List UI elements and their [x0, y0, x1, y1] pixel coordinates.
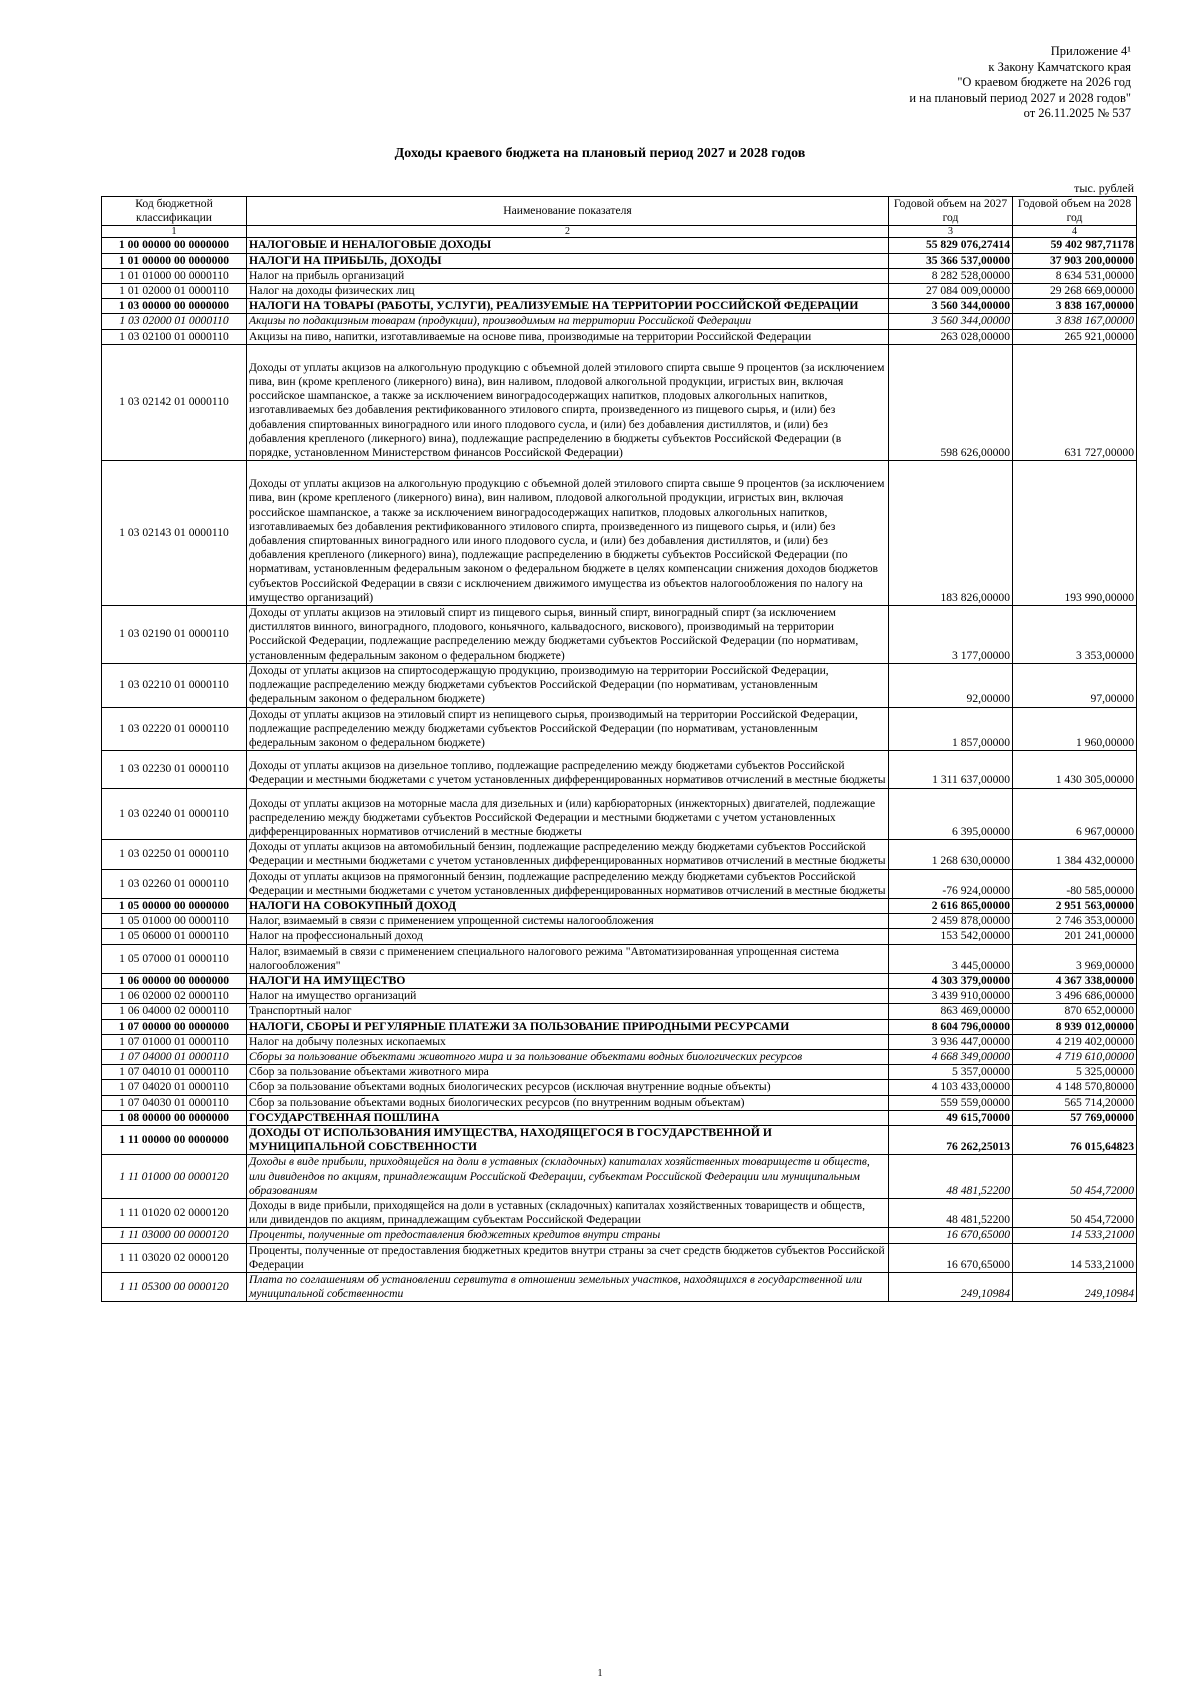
budget-code-cell: 1 03 02220 01 0000110 — [102, 707, 247, 751]
amount-2027-cell: 4 303 379,00000 — [889, 973, 1013, 988]
amount-2027-cell: 16 670,65000 — [889, 1243, 1013, 1272]
amount-2028-cell: 4 219 402,00000 — [1013, 1034, 1137, 1049]
table-row — [102, 606, 1137, 664]
index-3: 3 — [889, 226, 1013, 238]
amount-2027-cell: 35 366 537,00000 — [889, 253, 1013, 268]
appendix-line: к Закону Камчатского края — [988, 59, 1131, 74]
amount-2027-cell: 92,00000 — [889, 663, 1013, 707]
budget-code-cell: 1 07 04020 01 0000110 — [102, 1080, 247, 1095]
indicator-name-cell: НАЛОГИ НА ТОВАРЫ (РАБОТЫ, УСЛУГИ), РЕАЛИЗУЕМЫЕ НА ТЕРРИТОРИИ РОССИЙСКОЙ ФЕДЕРАЦИИ — [247, 299, 889, 314]
amount-2027-cell: 1 268 630,00000 — [889, 840, 1013, 869]
amount-2028-cell: 14 533,21000 — [1013, 1243, 1137, 1272]
table-row — [102, 1228, 1137, 1243]
budget-code-cell: 1 03 02230 01 0000110 — [102, 751, 247, 788]
amount-2027-cell: 48 481,52200 — [889, 1199, 1013, 1228]
appendix-line: "О краевом бюджете на 2026 год — [957, 75, 1131, 89]
indicator-name-cell: Налог на имущество организаций — [247, 989, 889, 1004]
header-code: Код бюджетной классификации — [102, 197, 247, 226]
table-row — [102, 1110, 1137, 1125]
table-row — [102, 869, 1137, 898]
budget-code-cell: 1 01 01000 00 0000110 — [102, 268, 247, 283]
indicator-name-cell: Проценты, полученные от предоставления бюджетных кредитов внутри страны — [247, 1228, 889, 1243]
amount-2027-cell: 3 936 447,00000 — [889, 1034, 1013, 1049]
table-row — [102, 284, 1137, 299]
table-row — [102, 461, 1137, 606]
budget-code-cell: 1 05 07000 01 0000110 — [102, 944, 247, 973]
amount-2027-cell: 598 626,00000 — [889, 344, 1013, 460]
budget-code-cell: 1 01 02000 01 0000110 — [102, 284, 247, 299]
amount-2028-cell: 1 960,00000 — [1013, 707, 1137, 751]
indicator-name-cell: Налог на профессиональный доход — [247, 929, 889, 944]
table-row — [102, 314, 1137, 329]
indicator-name-cell: НАЛОГОВЫЕ И НЕНАЛОГОВЫЕ ДОХОДЫ — [247, 238, 889, 253]
amount-2027-cell: 2 616 865,00000 — [889, 898, 1013, 913]
indicator-name-cell: Доходы от уплаты акцизов на спиртосодержащую продукцию, производимую на территории Российской Федерации, подлежащие распределению между бюджетами субъектов Российской Федерации (по нормативам, установленным федеральным законом о федеральном бюджете) — [247, 663, 889, 707]
table-row — [102, 1034, 1137, 1049]
indicator-name-cell: НАЛОГИ, СБОРЫ И РЕГУЛЯРНЫЕ ПЛАТЕЖИ ЗА ПОЛЬЗОВАНИЕ ПРИРОДНЫМИ РЕСУРСАМИ — [247, 1019, 889, 1034]
index-row — [102, 226, 1137, 238]
amount-2028-cell: 14 533,21000 — [1013, 1228, 1137, 1243]
amount-2028-cell: 37 903 200,00000 — [1013, 253, 1137, 268]
amount-2028-cell: 193 990,00000 — [1013, 461, 1137, 606]
table-row — [102, 329, 1137, 344]
indicator-name-cell: ГОСУДАРСТВЕННАЯ ПОШЛИНА — [247, 1110, 889, 1125]
indicator-name-cell: Налог на прибыль организаций — [247, 268, 889, 283]
amount-2027-cell: 3 560 344,00000 — [889, 314, 1013, 329]
table-row — [102, 898, 1137, 913]
budget-code-cell: 1 11 01020 02 0000120 — [102, 1199, 247, 1228]
budget-code-cell: 1 03 02142 01 0000110 — [102, 344, 247, 460]
amount-2027-cell: 863 469,00000 — [889, 1004, 1013, 1019]
table-row — [102, 238, 1137, 253]
budget-code-cell: 1 03 02210 01 0000110 — [102, 663, 247, 707]
indicator-name-cell: Сбор за пользование объектами животного мира — [247, 1065, 889, 1080]
table-row — [102, 1049, 1137, 1064]
amount-2028-cell: 3 838 167,00000 — [1013, 299, 1137, 314]
table-row — [102, 1004, 1137, 1019]
indicator-name-cell: Доходы от уплаты акцизов на алкогольную продукцию с объемной долей этилового спирта свыше 9 процентов (за исключением пива, вин (кроме крепленого (ликерного) вина), вин наливом, плодовой алкогольной продукции, игристых вин, включая российское шампанское, а также за исключением виноградосодержащих напитков, плодовых алкогольных напитков, изготавливаемых без добавления ректификованного этилового спирта, произведенного из пищевого сырья, и (или) без добавления спиртованных виноградного или иного плодового сусла, и (или) без добавления дистиллятов, и (или) без добавления крепленого (ликерного) вина), подлежащие распределению в бюджеты субъектов Российской Федерации (в порядке, установленном Министерством финансов Российской Федерации) — [247, 344, 889, 460]
amount-2028-cell: 201 241,00000 — [1013, 929, 1137, 944]
amount-2028-cell: 5 325,00000 — [1013, 1065, 1137, 1080]
budget-code-cell: 1 07 00000 00 0000000 — [102, 1019, 247, 1034]
index-2: 2 — [247, 226, 889, 238]
table-row — [102, 929, 1137, 944]
amount-2028-cell: 6 967,00000 — [1013, 788, 1137, 840]
table-row — [102, 1273, 1137, 1302]
budget-code-cell: 1 03 02000 01 0000110 — [102, 314, 247, 329]
table-row — [102, 840, 1137, 869]
index-1: 1 — [102, 226, 247, 238]
amount-2027-cell: 8 282 528,00000 — [889, 268, 1013, 283]
units-label: тыс. рублей — [1074, 181, 1134, 195]
amount-2028-cell: 3 496 686,00000 — [1013, 989, 1137, 1004]
appendix-line: и на плановый период 2027 и 2028 годов" — [909, 90, 1131, 105]
amount-2027-cell: 55 829 076,27414 — [889, 238, 1013, 253]
indicator-name-cell: Транспортный налог — [247, 1004, 889, 1019]
appendix-line: Приложение 4¹ — [1050, 44, 1131, 58]
table-row — [102, 973, 1137, 988]
table-row — [102, 1125, 1137, 1154]
amount-2027-cell: 3 439 910,00000 — [889, 989, 1013, 1004]
table-row — [102, 253, 1137, 268]
amount-2028-cell: 3 838 167,00000 — [1013, 314, 1137, 329]
indicator-name-cell: Налог на доходы физических лиц — [247, 284, 889, 299]
indicator-name-cell: Акцизы на пиво, напитки, изготавливаемые на основе пива, производимые на территории Российской Федерации — [247, 329, 889, 344]
table-row — [102, 914, 1137, 929]
amount-2027-cell: 263 028,00000 — [889, 329, 1013, 344]
indicator-name-cell: НАЛОГИ НА СОВОКУПНЫЙ ДОХОД — [247, 898, 889, 913]
table-row — [102, 344, 1137, 460]
indicator-name-cell: Доходы от уплаты акцизов на моторные масла для дизельных и (или) карбюраторных (инжекторных) двигателей, подлежащие распределению между бюджетами субъектов Российской Федерации и местными бюджетами с учетом установленных дифференцированных нормативов отчислений в местные бюджеты — [247, 788, 889, 840]
amount-2028-cell: 4 148 570,80000 — [1013, 1080, 1137, 1095]
amount-2027-cell: 249,10984 — [889, 1273, 1013, 1302]
page-number: 1 — [597, 1668, 603, 1679]
budget-code-cell: 1 03 02143 01 0000110 — [102, 461, 247, 606]
table-row — [102, 1080, 1137, 1095]
budget-code-cell: 1 11 00000 00 0000000 — [102, 1125, 247, 1154]
indicator-name-cell: Доходы в виде прибыли, приходящейся на доли в уставных (складочных) капиталах хозяйственных товариществ и обществ, или дивидендов по акциям, принадлежащим субъектам Российской Федерации — [247, 1199, 889, 1228]
indicator-name-cell: Сборы за пользование объектами животного мира и за пользование объектами водных биологических ресурсов — [247, 1049, 889, 1064]
budget-code-cell: 1 08 00000 00 0000000 — [102, 1110, 247, 1125]
appendix-header — [771, 44, 1131, 122]
amount-2027-cell: 48 481,52200 — [889, 1155, 1013, 1199]
revenue-table — [101, 196, 1137, 1302]
table-row — [102, 707, 1137, 751]
amount-2027-cell: 153 542,00000 — [889, 929, 1013, 944]
amount-2028-cell: 4 367 338,00000 — [1013, 973, 1137, 988]
indicator-name-cell: Сбор за пользование объектами водных биологических ресурсов (исключая внутренние водные объекты) — [247, 1080, 889, 1095]
amount-2028-cell: 1 384 432,00000 — [1013, 840, 1137, 869]
amount-2027-cell: 27 084 009,00000 — [889, 284, 1013, 299]
indicator-name-cell: Акцизы по подакцизным товарам (продукции), производимым на территории Российской Федерации — [247, 314, 889, 329]
indicator-name-cell: ДОХОДЫ ОТ ИСПОЛЬЗОВАНИЯ ИМУЩЕСТВА, НАХОДЯЩЕГОСЯ В ГОСУДАРСТВЕННОЙ И МУНИЦИПАЛЬНОЙ СОБСТВЕННОСТИ — [247, 1125, 889, 1154]
budget-code-cell: 1 05 00000 00 0000000 — [102, 898, 247, 913]
indicator-name-cell: Доходы от уплаты акцизов на дизельное топливо, подлежащие распределению между бюджетами субъектов Российской Федерации и местными бюджетами с учетом установленных дифференцированных нормативов отчислений в местные бюджеты — [247, 751, 889, 788]
amount-2028-cell: 8 939 012,00000 — [1013, 1019, 1137, 1034]
budget-code-cell: 1 06 02000 02 0000110 — [102, 989, 247, 1004]
table-row — [102, 1019, 1137, 1034]
amount-2028-cell: 1 430 305,00000 — [1013, 751, 1137, 788]
indicator-name-cell: Доходы от уплаты акцизов на прямогонный бензин, подлежащие распределению между бюджетами субъектов Российской Федерации и местными бюджетами с учетом установленных дифференцированных нормативов отчислений в местные бюджеты — [247, 869, 889, 898]
table-row — [102, 1065, 1137, 1080]
amount-2027-cell: 4 103 433,00000 — [889, 1080, 1013, 1095]
indicator-name-cell: Проценты, полученные от предоставления бюджетных кредитов внутри страны за счет средств бюджетов субъектов Российской Федерации — [247, 1243, 889, 1272]
indicator-name-cell: Налог на добычу полезных ископаемых — [247, 1034, 889, 1049]
amount-2028-cell: 97,00000 — [1013, 663, 1137, 707]
indicator-name-cell: НАЛОГИ НА ПРИБЫЛЬ, ДОХОДЫ — [247, 253, 889, 268]
amount-2027-cell: 183 826,00000 — [889, 461, 1013, 606]
amount-2028-cell: 265 921,00000 — [1013, 329, 1137, 344]
amount-2027-cell: 3 445,00000 — [889, 944, 1013, 973]
amount-2028-cell: 3 353,00000 — [1013, 606, 1137, 664]
amount-2027-cell: 1 857,00000 — [889, 707, 1013, 751]
amount-2028-cell: 2 746 353,00000 — [1013, 914, 1137, 929]
budget-code-cell: 1 11 03020 02 0000120 — [102, 1243, 247, 1272]
index-4: 4 — [1013, 226, 1137, 238]
budget-code-cell: 1 11 05300 00 0000120 — [102, 1273, 247, 1302]
amount-2027-cell: 49 615,70000 — [889, 1110, 1013, 1125]
table-row — [102, 268, 1137, 283]
document-title: Доходы краевого бюджета на плановый период 2027 и 2028 годов — [394, 146, 806, 161]
header-2027: Годовой объем на 2027 год — [889, 197, 1013, 226]
budget-code-cell: 1 07 04000 01 0000110 — [102, 1049, 247, 1064]
amount-2027-cell: 5 357,00000 — [889, 1065, 1013, 1080]
header-name: Наименование показателя — [247, 197, 889, 226]
amount-2027-cell: 8 604 796,00000 — [889, 1019, 1013, 1034]
budget-code-cell: 1 03 00000 00 0000000 — [102, 299, 247, 314]
amount-2028-cell: 50 454,72000 — [1013, 1155, 1137, 1199]
table-row — [102, 788, 1137, 840]
amount-2027-cell: 2 459 878,00000 — [889, 914, 1013, 929]
amount-2027-cell: -76 924,00000 — [889, 869, 1013, 898]
amount-2028-cell: 249,10984 — [1013, 1273, 1137, 1302]
amount-2028-cell: 631 727,00000 — [1013, 344, 1137, 460]
budget-code-cell: 1 11 01000 00 0000120 — [102, 1155, 247, 1199]
amount-2028-cell: 870 652,00000 — [1013, 1004, 1137, 1019]
indicator-name-cell: Плата по соглашениям об установлении сервитута в отношении земельных участков, находящихся в государственной или муниципальной собственности — [247, 1273, 889, 1302]
amount-2028-cell: 565 714,20000 — [1013, 1095, 1137, 1110]
amount-2027-cell: 1 311 637,00000 — [889, 751, 1013, 788]
budget-code-cell: 1 05 01000 00 0000110 — [102, 914, 247, 929]
table-row — [102, 989, 1137, 1004]
table-row — [102, 1199, 1137, 1228]
indicator-name-cell: Налог, взимаемый в связи с применением специального налогового режима "Автоматизированная упрощенная система налогообложения" — [247, 944, 889, 973]
amount-2027-cell: 6 395,00000 — [889, 788, 1013, 840]
amount-2027-cell: 76 262,25013 — [889, 1125, 1013, 1154]
budget-code-cell: 1 03 02250 01 0000110 — [102, 840, 247, 869]
budget-code-cell: 1 07 01000 01 0000110 — [102, 1034, 247, 1049]
appendix-line: от 26.11.2025 № 537 — [1023, 106, 1131, 120]
budget-code-cell: 1 01 00000 00 0000000 — [102, 253, 247, 268]
indicator-name-cell: Доходы от уплаты акцизов на этиловый спирт из непищевого сырья, производимый на территории Российской Федерации, подлежащие распределению между бюджетами субъектов Российской Федерации (по нормативам, установленным федеральным законом о федеральном бюджете) — [247, 707, 889, 751]
amount-2028-cell: 50 454,72000 — [1013, 1199, 1137, 1228]
table-row — [102, 663, 1137, 707]
table-row — [102, 1243, 1137, 1272]
indicator-name-cell: Налог, взимаемый в связи с применением упрощенной системы налогообложения — [247, 914, 889, 929]
amount-2028-cell: 3 969,00000 — [1013, 944, 1137, 973]
amount-2027-cell: 3 177,00000 — [889, 606, 1013, 664]
budget-code-cell: 1 03 02190 01 0000110 — [102, 606, 247, 664]
indicator-name-cell: Доходы от уплаты акцизов на алкогольную продукцию с объемной долей этилового спирта свыше 9 процентов (за исключением пива, вин (кроме крепленого (ликерного) вина), вин наливом, плодовой алкогольной продукции, игристых вин, включая российское шампанское, а также за исключением виноградосодержащих напитков, плодовых алкогольных напитков, изготавливаемых без добавления ректификованного этилового спирта, произведенного из пищевого сырья, и (или) без добавления спиртованных виноградного или иного плодового сусла, и (или) без добавления дистиллятов, и (или) без добавления крепленого (ликерного) вина), подлежащие распределению в бюджеты субъектов Российской Федерации (по нормативам, установленным федеральным законом о федеральном бюджете в целях компенсации снижения доходов бюджетов субъектов Российской Федерации в связи с исключением движимого имущества из объектов налогообложения по налогу на имущество организаций) — [247, 461, 889, 606]
indicator-name-cell: Сбор за пользование объектами водных биологических ресурсов (по внутренним водным объектам) — [247, 1095, 889, 1110]
table-row — [102, 299, 1137, 314]
table-row — [102, 1095, 1137, 1110]
indicator-name-cell: НАЛОГИ НА ИМУЩЕСТВО — [247, 973, 889, 988]
amount-2027-cell: 4 668 349,00000 — [889, 1049, 1013, 1064]
indicator-name-cell: Доходы от уплаты акцизов на автомобильный бензин, подлежащие распределению между бюджетами субъектов Российской Федерации и местными бюджетами с учетом установленных дифференцированных нормативов отчислений в местные бюджеты — [247, 840, 889, 869]
amount-2028-cell: 57 769,00000 — [1013, 1110, 1137, 1125]
budget-code-cell: 1 07 04030 01 0000110 — [102, 1095, 247, 1110]
header-row — [102, 197, 1137, 226]
amount-2028-cell: 2 951 563,00000 — [1013, 898, 1137, 913]
budget-code-cell: 1 06 00000 00 0000000 — [102, 973, 247, 988]
amount-2027-cell: 3 560 344,00000 — [889, 299, 1013, 314]
budget-code-cell: 1 05 06000 01 0000110 — [102, 929, 247, 944]
indicator-name-cell: Доходы в виде прибыли, приходящейся на доли в уставных (складочных) капиталах хозяйственных товариществ и обществ, или дивидендов по акциям, принадлежащим Российской Федерации, субъектам Российской Федерации или муниципальным образованиям — [247, 1155, 889, 1199]
table-row — [102, 944, 1137, 973]
table-row — [102, 1155, 1137, 1199]
budget-code-cell: 1 07 04010 01 0000110 — [102, 1065, 247, 1080]
amount-2028-cell: 76 015,64823 — [1013, 1125, 1137, 1154]
amount-2028-cell: 4 719 610,00000 — [1013, 1049, 1137, 1064]
indicator-name-cell: Доходы от уплаты акцизов на этиловый спирт из пищевого сырья, винный спирт, виноградный спирт (за исключением дистиллятов винного, виноградного, плодового, коньячного, кальвадосного, вискового), производимый на территории Российской Федерации, подлежащие распределению между бюджетами субъектов Российской Федерации (по нормативам, установленным федеральным законом о федеральном бюджете) — [247, 606, 889, 664]
header-2028: Годовой объем на 2028 год — [1013, 197, 1137, 226]
amount-2028-cell: -80 585,00000 — [1013, 869, 1137, 898]
amount-2028-cell: 29 268 669,00000 — [1013, 284, 1137, 299]
table-row — [102, 751, 1137, 788]
budget-code-cell: 1 03 02240 01 0000110 — [102, 788, 247, 840]
budget-code-cell: 1 03 02100 01 0000110 — [102, 329, 247, 344]
budget-code-cell: 1 11 03000 00 0000120 — [102, 1228, 247, 1243]
budget-code-cell: 1 00 00000 00 0000000 — [102, 238, 247, 253]
budget-code-cell: 1 06 04000 02 0000110 — [102, 1004, 247, 1019]
amount-2028-cell: 8 634 531,00000 — [1013, 268, 1137, 283]
budget-code-cell: 1 03 02260 01 0000110 — [102, 869, 247, 898]
amount-2028-cell: 59 402 987,71178 — [1013, 238, 1137, 253]
amount-2027-cell: 559 559,00000 — [889, 1095, 1013, 1110]
amount-2027-cell: 16 670,65000 — [889, 1228, 1013, 1243]
